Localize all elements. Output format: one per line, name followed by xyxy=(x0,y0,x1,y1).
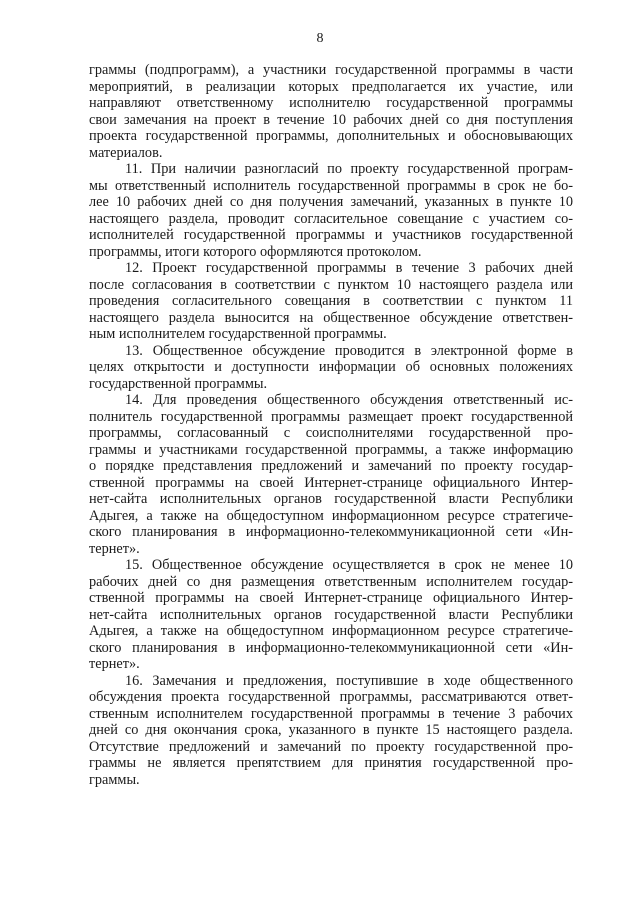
text-line: проведения согласительного совещания в соответствии с пунктом 11 xyxy=(89,293,573,309)
text-line: Адыгея, а также на общедоступном информационном ресурсе стратегиче- xyxy=(89,507,573,524)
text-line: целях открытости и доступности информации об основных положениях xyxy=(89,359,573,375)
text-line: лее 10 рабочих дней со дня получения замечаний, указанных в пункте 10 xyxy=(89,194,573,210)
document-body xyxy=(89,62,573,788)
text-line: о порядке представления предложений и замечаний по проекту государ- xyxy=(89,458,573,474)
text-line: ственным исполнителем государственной программы в течение 3 рабочих xyxy=(89,705,573,722)
text-line: 11. При наличии разногласий по проекту государственной програм- xyxy=(125,161,573,177)
text-line: мы ответственный исполнитель государственной программы в срок не бо- xyxy=(89,177,573,194)
text-line: нет-сайта исполнительных органов государственной власти Республики xyxy=(89,491,573,507)
text-line: материалов. xyxy=(89,144,163,161)
text-line: программы, согласованный с соисполнителями государственной про- xyxy=(89,425,573,441)
text-line: рабочих дней со дня размещения ответственным исполнителем государ- xyxy=(89,573,573,590)
text-line: тернет». xyxy=(89,656,140,672)
text-line: мероприятий, в реализации которых предполагается их участие, или xyxy=(89,78,573,95)
text-line: направляют ответственному исполнителю государственной программы xyxy=(89,95,573,111)
text-line: ственной программы на своей Интернет-странице официального Интер- xyxy=(89,474,573,491)
paragraph xyxy=(89,62,573,161)
text-line: 12. Проект государственной программы в течение 3 рабочих дней xyxy=(125,260,573,276)
text-line: граммы (подпрограмм), а участники государственной программы в части xyxy=(89,62,573,78)
text-line: государственной программы. xyxy=(89,375,268,392)
paragraph xyxy=(89,161,573,260)
text-line: 16. Замечания и предложения, поступившие в ходе общественного xyxy=(125,672,573,689)
text-line: граммы. xyxy=(89,771,140,788)
text-line: ным исполнителем государственной программы. xyxy=(89,326,387,342)
text-line: 15. Общественное обсуждение осуществляется в срок не менее 10 xyxy=(125,557,573,573)
text-line: после согласования в соответствии с пунктом 10 настоящего раздела или xyxy=(89,276,573,293)
text-line: исполнителей государственной программы и участников государственной xyxy=(89,227,573,243)
text-line: дней со дня окончания срока, указанного в пункте 15 настоящего раздела. xyxy=(89,722,573,738)
text-line: программы, итоги которого оформляются протоколом. xyxy=(89,243,422,260)
text-line: обсуждения проекта государственной программы, рассматриваются ответ- xyxy=(89,689,573,705)
text-line: нет-сайта исполнительных органов государственной власти Республики xyxy=(89,606,573,623)
text-line: проекта государственной программы, дополнительных и обосновывающих xyxy=(89,128,573,144)
text-line: граммы не является препятствием для принятия государственной про- xyxy=(89,755,573,771)
page-number: 8 xyxy=(316,31,324,46)
text-line: полнитель государственной программы размещает проект государственной xyxy=(89,408,573,425)
paragraph xyxy=(89,343,573,393)
paragraph xyxy=(89,557,573,673)
text-line: 14. Для проведения общественного обсуждения ответственный ис- xyxy=(125,392,573,408)
text-line: Адыгея, а также на общедоступном информационном ресурсе стратегиче- xyxy=(89,623,573,639)
text-line: ского планирования в информационно-телекоммуникационной сети «Ин- xyxy=(89,524,573,540)
text-line: настоящего раздела выносится на общественное обсуждение ответствен- xyxy=(89,309,573,326)
text-line: 13. Общественное обсуждение проводится в электронной форме в xyxy=(125,342,573,359)
text-line: тернет». xyxy=(89,540,140,557)
paragraph xyxy=(89,673,573,789)
text-line: ского планирования в информационно-телекоммуникационной сети «Ин- xyxy=(89,639,573,656)
text-line: настоящего раздела, проводит согласительное совещание с участием со- xyxy=(89,210,573,227)
paragraph xyxy=(89,260,573,343)
paragraph xyxy=(89,392,573,557)
text-line: ственной программы на своей Интернет-странице официального Интер- xyxy=(89,590,573,606)
text-line: Отсутствие предложений и замечаний по проекту государственной про- xyxy=(89,738,573,755)
text-line: граммы и участниками государственной программы, а также информацию xyxy=(89,441,573,458)
text-line: свои замечания на проект в течение 10 рабочих дней со дня поступления xyxy=(89,111,573,128)
